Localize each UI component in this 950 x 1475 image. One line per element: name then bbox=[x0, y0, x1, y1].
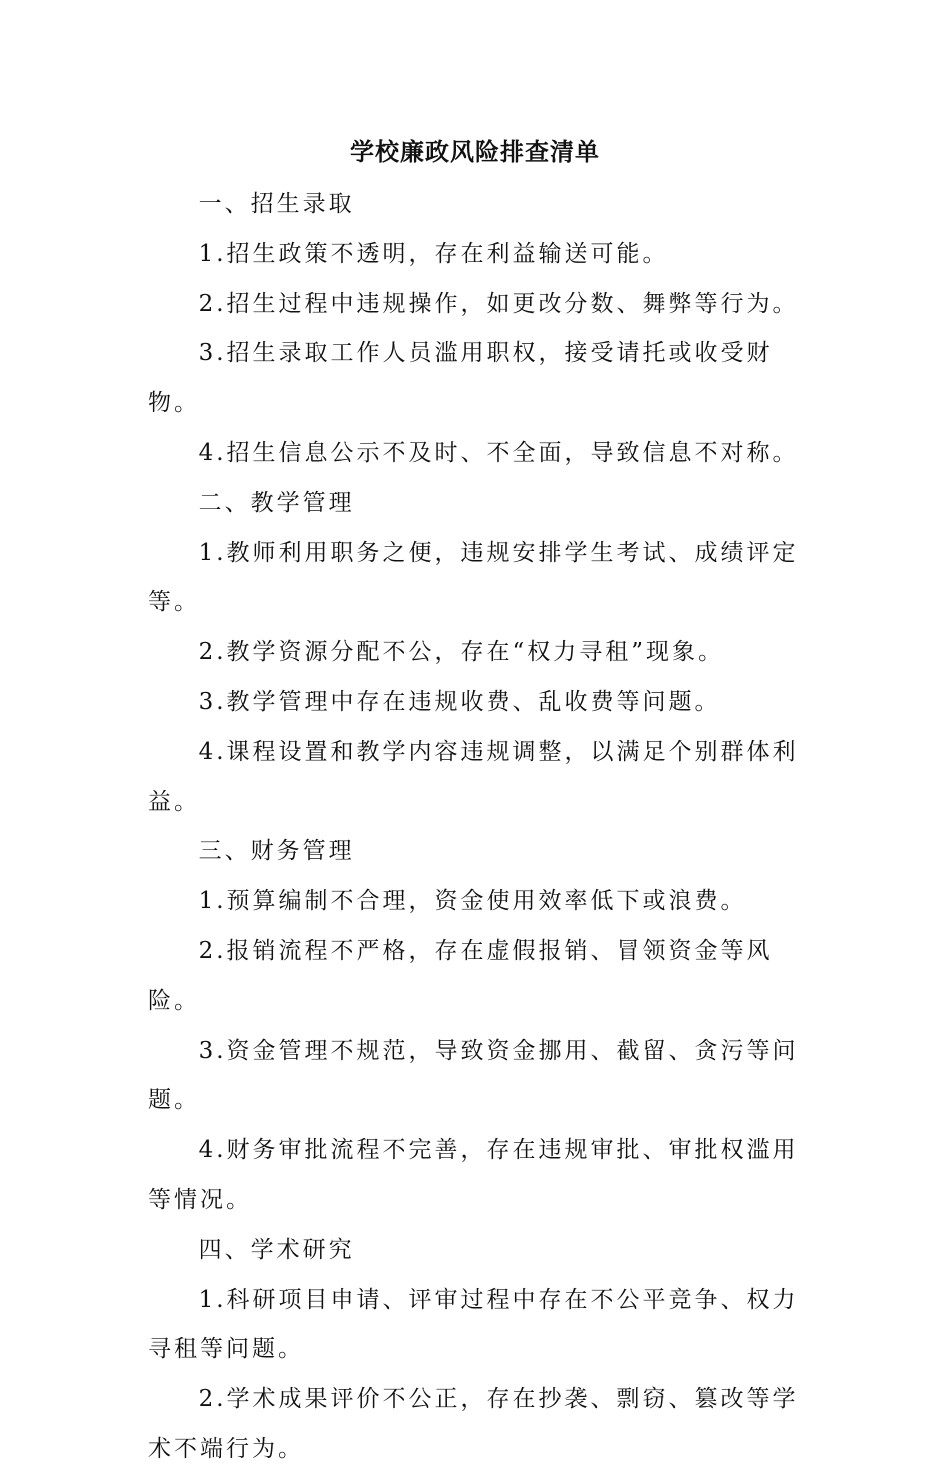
list-item: 3.教学管理中存在违规收费、乱收费等问题。 bbox=[198, 688, 721, 715]
section-heading-admissions: 一、招生录取 bbox=[198, 191, 355, 217]
list-item: 2.学术成果评价不公正，存在抄袭、剽窃、篡改等学术不端行为。 bbox=[148, 1386, 799, 1462]
list-item: 4.财务审批流程不完善，存在违规审批、审批权滥用等情况。 bbox=[148, 1137, 799, 1213]
section-heading-research: 四、学术研究 bbox=[198, 1236, 355, 1263]
section-heading-finance: 三、财务管理 bbox=[198, 838, 355, 865]
list-item: 2.教学资源分配不公，存在“权力寻租”现象。 bbox=[198, 639, 725, 666]
list-item: 2.报销流程不严格，存在虚假报销、冒领资金等风险。 bbox=[148, 937, 773, 1014]
list-item: 4.招生信息公示不及时、不全面，导致信息不对称。 bbox=[198, 439, 799, 466]
document-body bbox=[148, 180, 808, 1475]
list-item: 1.教师利用职务之便，违规安排学生考试、成绩评定等。 bbox=[148, 539, 799, 616]
document-title: 学校廉政风险排查清单 bbox=[350, 137, 600, 166]
list-item: 1.预算编制不合理，资金使用效率低下或浪费。 bbox=[198, 888, 747, 915]
section-heading-teaching: 二、教学管理 bbox=[198, 489, 355, 516]
list-item: 3.招生录取工作人员滥用职权，接受请托或收受财物。 bbox=[148, 340, 773, 417]
list-item: 1.招生政策不透明，存在利益输送可能。 bbox=[198, 240, 669, 267]
list-item: 2.招生过程中违规操作，如更改分数、舞弊等行为。 bbox=[198, 290, 799, 317]
list-item: 4.课程设置和教学内容违规调整，以满足个别群体利益。 bbox=[148, 738, 799, 815]
list-item: 3.资金管理不规范，导致资金挪用、截留、贪污等问题。 bbox=[148, 1037, 799, 1114]
list-item: 1.科研项目申请、评审过程中存在不公平竞争、权力寻租等问题。 bbox=[148, 1286, 799, 1363]
